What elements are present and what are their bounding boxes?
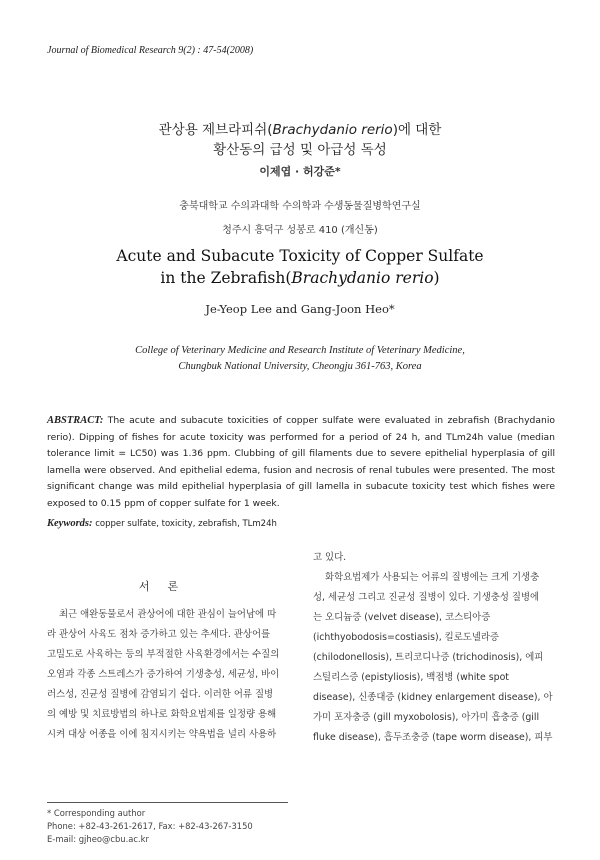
footnote-email: E-mail: gjheo@cbu.ac.kr bbox=[47, 834, 149, 844]
left-column-line: 고밀도로 사육하는 등의 부적절한 사육환경에서는 수질의 bbox=[47, 649, 280, 660]
right-column-line: 는 오디늄증 (velvet disease), 코스티아증 bbox=[313, 612, 491, 623]
abstract bbox=[47, 413, 555, 512]
right-column-line: 스틸리스증 (epistyliosis), 백점병 (white spot bbox=[313, 672, 509, 683]
korean-affiliation-line2: 청주시 흥덕구 성봉로 410 (개신동) bbox=[222, 225, 378, 236]
korean-affiliation-line1: 충북대학교 수의과대학 수의학과 수생동물질병학연구실 bbox=[179, 201, 421, 212]
left-column-line: 오염과 각종 스트레스가 증가하여 기생충성, 세균성, 바이 bbox=[47, 669, 280, 680]
right-column-line: 고 있다. bbox=[313, 552, 347, 563]
keywords bbox=[47, 518, 555, 529]
footnote-divider bbox=[47, 802, 288, 803]
korean-authors: 이제엽 · 허강준* bbox=[259, 165, 341, 178]
right-column-line: disease), 신종대증 (kidney enlargement disease), 아 bbox=[313, 692, 553, 703]
right-column-body bbox=[313, 548, 556, 748]
right-column-line: 가미 포자충증 (gill myxobolosis), 아가미 흡충증 (gill bbox=[313, 712, 540, 723]
right-column-line: (ichthyobodosis=costiasis), 킬로도넬라증 bbox=[313, 632, 499, 643]
footnote-corresponding: * Corresponding author bbox=[47, 808, 146, 818]
abstract-label: ABSTRACT: bbox=[47, 415, 104, 426]
left-column-body bbox=[47, 605, 288, 745]
right-column-line: 화학요법제가 사용되는 어류의 질병에는 크게 기생충 bbox=[325, 572, 540, 583]
keywords-text: copper sulfate, toxicity, zebrafish, TLm24h bbox=[95, 519, 277, 529]
abstract-text: The acute and subacute toxicities of copper sulfate were evaluated in zebrafish (Brachydanio rerio). Dipping of fishes for acute toxicity was performed for a period of 24 h, and TLm24h value (median tolerance limit = LC50) was 1.36 ppm. Clubbing of gill filaments due to severe epithelial hyperplasia of gill lamella were observed. And epithelial edema, fusion and necrosis of renal tubules were presented. The most significant change was mild epithelial hyperplasia of gill lamella in subacute toxicity test which fishes were exposed to 0.15 ppm of copper sulfate for 1 week. bbox=[47, 415, 555, 509]
korean-title-species: Brachydanio rerio bbox=[272, 122, 393, 138]
english-title-line1: Acute and Subacute Toxicity of Copper Sulfate bbox=[116, 247, 484, 265]
keywords-label: Keywords: bbox=[47, 518, 93, 529]
right-column-line: (chilodonellosis), 트리코디나증 (trichodinosis), 에피 bbox=[313, 652, 544, 663]
english-title bbox=[0, 245, 600, 289]
korean-title-line1-post: )에 대한 bbox=[392, 122, 442, 138]
footnote-phone-fax: Phone: +82-43-261-2617, Fax: +82-43-267-3150 bbox=[47, 821, 253, 831]
english-authors: Je-Yeop Lee and Gang-Joon Heo* bbox=[205, 302, 395, 316]
english-title-species: Brachydanio rerio bbox=[291, 269, 434, 287]
right-column-line: fluke disease), 흡두조충증 (tape worm disease), 피부 bbox=[313, 732, 553, 743]
left-column-line: 최근 애완동물로서 관상어에 대한 관심이 늘어남에 따 bbox=[59, 609, 277, 620]
left-column-line: 라 관상어 사육도 점차 증가하고 있는 추세다. 관상어를 bbox=[47, 629, 271, 640]
left-column-line: 시켜 대상 어종을 이에 침지시키는 약욕법을 널리 사용하 bbox=[47, 729, 277, 740]
journal-header: Journal of Biomedical Research 9(2) : 47-54(2008) bbox=[47, 45, 254, 56]
left-column-line: 러스성, 진균성 질병에 감염되기 쉽다. 이러한 어류 질병 bbox=[47, 689, 274, 700]
section-heading-introduction: 서론 bbox=[138, 580, 197, 593]
right-column-line: 성, 세균성 그리고 진균성 질병이 있다. 기생충성 질병에 bbox=[313, 592, 540, 603]
english-title-line2-pre: in the Zebrafish( bbox=[160, 269, 292, 287]
english-affiliation bbox=[0, 343, 600, 375]
left-column-line: 의 예방 및 치료방법의 하나로 화학요법제를 일정량 용해 bbox=[47, 709, 277, 720]
korean-title-line1-pre: 관상용 제브라피쉬( bbox=[158, 122, 273, 138]
english-title-line2-post: ) bbox=[433, 269, 440, 287]
footnote bbox=[47, 807, 307, 846]
korean-title bbox=[0, 120, 600, 160]
korean-title-line2: 황산동의 급성 및 아급성 독성 bbox=[213, 142, 387, 158]
korean-affiliation bbox=[0, 195, 600, 243]
english-affiliation-line1: College of Veterinary Medicine and Research Institute of Veterinary Medicine, bbox=[135, 345, 465, 356]
english-affiliation-line2: Chungbuk National University, Cheongju 361-763, Korea bbox=[178, 361, 422, 372]
